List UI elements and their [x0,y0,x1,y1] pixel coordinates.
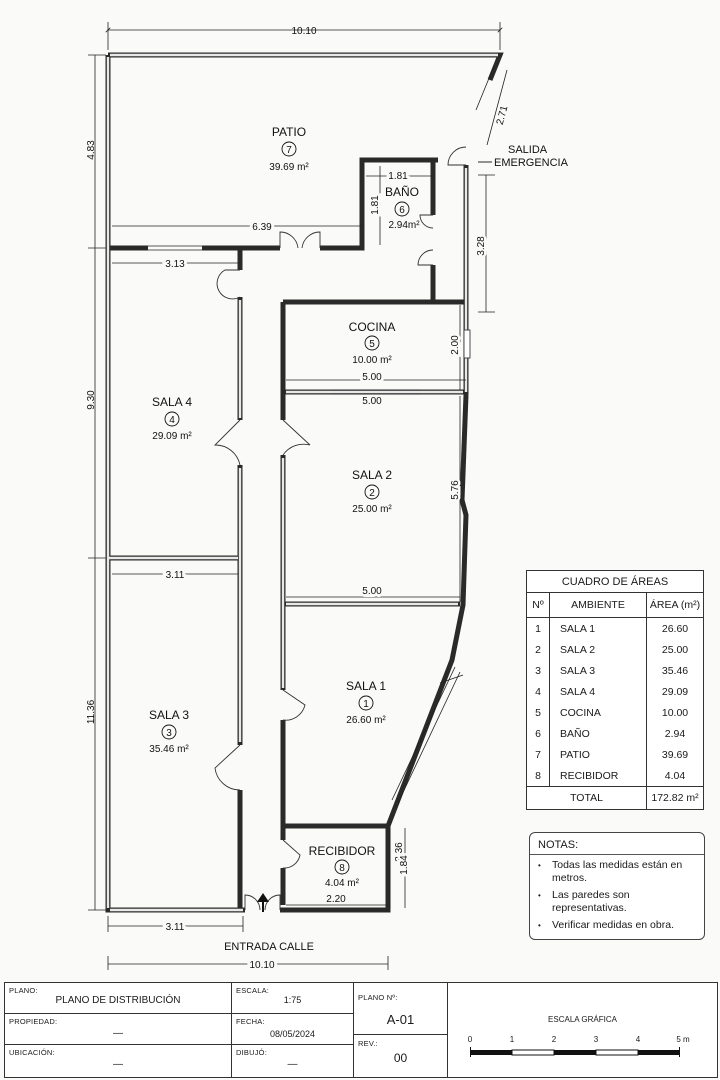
row-number: 3 [527,660,550,681]
row-room: PATIO [550,744,647,765]
total-value: 172.82 m² [647,787,704,810]
escala-label: ESCALA: [236,986,270,995]
room-area-sala2: 25.00 m² [352,504,392,515]
room-num-patio: 7 [286,145,292,156]
note-item: • Las paredes son representativas. [552,889,698,915]
dim-left-sala3: 11.36 [86,699,97,725]
plano-value: PLANO DE DISTRIBUCIÓN [55,995,181,1006]
room-name-cocina: COCINA [348,320,396,334]
ubicacion-value: — [113,1059,123,1070]
room-name-sala1: SALA 1 [345,679,387,693]
graphic-scale [448,983,717,1077]
row-room: SALA 3 [550,660,647,681]
fecha-cell [232,1014,354,1045]
dim-right-upper: 3.28 [476,236,487,256]
scale-tick-label: 2 [551,1035,557,1044]
dim-cocina-width: 5.00 [362,372,382,383]
room-area-sala1: 26.60 m² [346,715,386,726]
room-area-bano: 2.94m² [388,220,420,231]
row-room: BAÑO [550,723,647,744]
row-area: 35.46 [661,664,689,677]
row-number: 2 [527,639,550,660]
room-name-sala2: SALA 2 [351,468,393,482]
table-row [527,744,703,765]
fecha-label: FECHA: [236,1017,265,1026]
rev-label: REV.: [358,1039,378,1048]
row-number: 7 [527,744,550,765]
escala-value: 1:75 [283,995,302,1005]
dibujo-cell [232,1045,354,1077]
plano-cell [5,983,232,1014]
area-table [526,570,704,810]
street-entrance-label: ENTRADA CALLE [224,941,314,953]
dim-bottom-sala3: 3.11 [165,922,185,933]
area-table-header: AMBIENTE [550,593,647,618]
title-block [4,982,718,1078]
room-num-sala2: 2 [369,488,375,499]
table-row [527,765,703,787]
scale-tick-label: 4 [635,1035,641,1044]
room-name-sala4: SALA 4 [151,395,193,409]
ubicacion-label: UBICACIÓN: [9,1048,55,1057]
dim-bano-height: 1.81 [370,195,381,215]
room-name-patio: PATIO [271,125,307,139]
row-number: 8 [527,765,550,787]
propiedad-label: PROPIEDAD: [9,1017,58,1026]
scale-tick-label: 5 m [676,1035,690,1044]
table-row [527,681,703,702]
scale-bar [470,1047,682,1059]
walls [108,55,500,910]
notes-list [530,859,704,932]
dim-sala2-top: 5.00 [362,396,382,407]
rev-value: 00 [393,1051,408,1065]
room-area-sala4: 29.09 m² [152,431,192,442]
room-num-sala4: 4 [169,415,175,426]
fecha-value: 08/05/2024 [269,1029,316,1039]
note-item: • Todas las medidas están en metros. [552,859,698,885]
row-room: SALA 2 [550,639,647,660]
dim-bano-width: 1.81 [388,171,408,182]
propiedad-cell [5,1014,232,1045]
row-number: 4 [527,681,550,702]
total-row [527,787,703,810]
dim-sala2-bottom: 5.00 [362,586,382,597]
room-name-bano: BAÑO [384,185,420,199]
notes-box [529,832,705,940]
room-num-recibidor: 8 [339,863,345,874]
escala-cell [232,983,354,1014]
table-row [527,639,703,660]
dim-sala3-width: 3.11 [165,570,185,581]
area-table-header: ÁREA (m²) [647,593,704,618]
room-name-sala3: SALA 3 [148,708,190,722]
total-label: TOTAL [527,787,647,810]
dim-emergency-diag: 2.71 [494,104,511,127]
row-room: SALA 4 [550,681,647,702]
row-area: 10.00 [661,706,689,719]
row-room: RECIBIDOR [550,765,647,787]
room-num-sala1: 1 [363,699,369,710]
row-number: 6 [527,723,550,744]
dim-sala2-height: 5.76 [450,480,461,500]
room-num-sala3: 3 [166,728,172,739]
emergency-exit-label-2: EMERGENCIA [494,157,568,169]
dim-sala4-width: 3.13 [165,259,185,270]
dim-left-patio: 4.83 [86,140,97,160]
dim-bottom-total: 10.10 [249,960,275,971]
room-area-sala3: 35.46 m² [149,744,189,755]
plano-no-cell [354,983,448,1035]
dim-patio-width: 6.39 [252,222,272,233]
scale-tick-label: 1 [509,1035,515,1044]
room-area-recibidor: 4.04 m² [325,878,359,889]
rev-cell [354,1035,448,1077]
area-table-title: CUADRO DE ÁREAS [527,571,703,593]
dim-left-sala4: 9.30 [86,390,97,410]
scale-tick-label: 0 [467,1035,473,1044]
room-num-cocina: 5 [369,339,375,350]
row-area: 25.00 [661,643,689,656]
room-area-patio: 39.69 m² [269,162,309,173]
row-area: 29.09 [661,685,689,698]
dim-recibidor-h1: 3.36 [394,842,405,862]
dim-recibidor-h2: 1.84 [399,855,410,875]
row-area: 2.94 [664,727,686,740]
dim-cocina-height: 2.00 [450,335,461,355]
row-number: 5 [527,702,550,723]
room-area-cocina: 10.00 m² [352,355,392,366]
row-number: 1 [527,618,550,640]
row-area: 26.60 [661,622,689,635]
table-row [527,660,703,681]
area-table-header: Nº [527,593,550,618]
ubicacion-cell [5,1045,232,1077]
dibujo-value: — [287,1059,298,1070]
scale-tick-label: 3 [593,1035,599,1044]
propiedad-value: — [113,1028,123,1039]
table-row [527,723,703,744]
row-room: SALA 1 [550,618,647,640]
room-num-bano: 6 [399,205,405,216]
note-item: • Verificar medidas en obra. [552,919,698,932]
row-area: 39.69 [661,748,689,761]
table-row [527,702,703,723]
dibujo-label: DIBUJÓ: [236,1048,267,1057]
room-name-recibidor: RECIBIDOR [308,844,376,858]
notes-title: NOTAS: [530,833,704,855]
table-row [527,618,703,640]
area-table-grid [527,593,703,809]
doors [215,147,466,910]
plano-label: PLANO: [9,986,38,995]
row-area: 4.04 [664,769,686,782]
dim-recibidor-width: 2.20 [326,894,346,905]
scale-title: ESCALA GRÁFICA [548,1015,617,1024]
row-room: COCINA [550,702,647,723]
emergency-exit-label-1: SALIDA [508,144,548,156]
dim-top-width: 10.10 [291,26,317,37]
plano-no-value: A-01 [386,1012,415,1027]
plano-no-label: PLANO Nº: [358,993,398,1002]
